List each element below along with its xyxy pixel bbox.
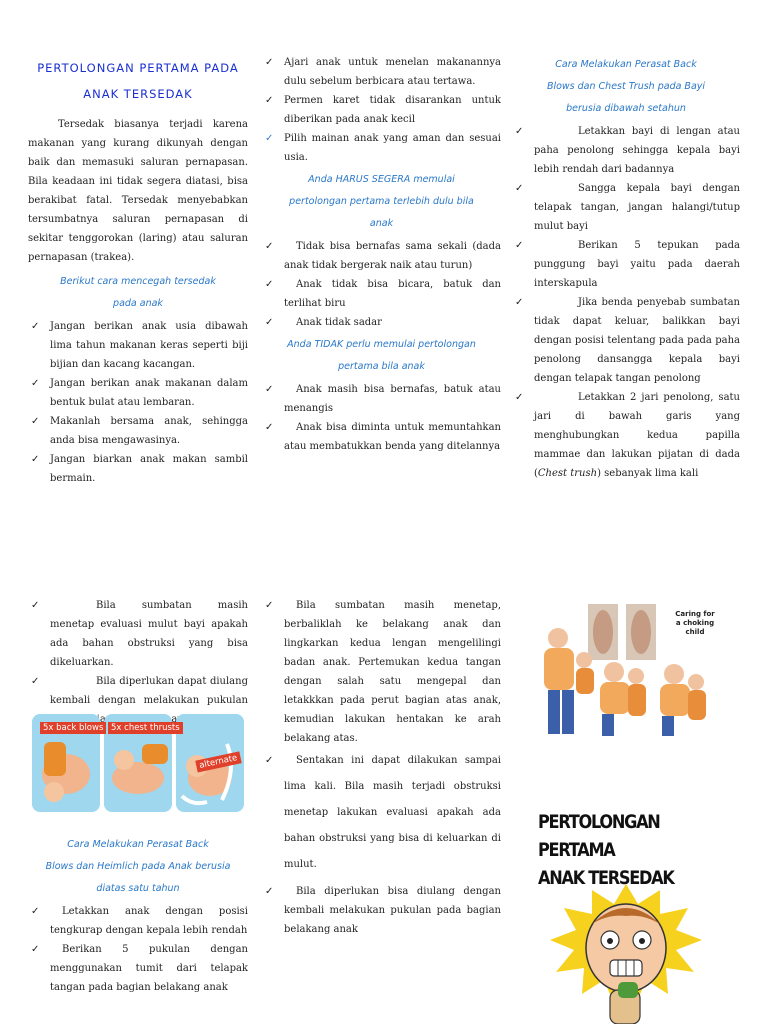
list-item: ✓ Anak tidak sadar <box>262 313 501 332</box>
cover-title: PERTOLONGAN PERTAMA ANAK TERSEDAK <box>538 811 674 889</box>
alternate-label: alternate <box>195 751 241 772</box>
must-list <box>262 237 501 332</box>
column-3 <box>512 54 740 483</box>
column-2 <box>262 53 501 456</box>
column-4 <box>28 596 248 729</box>
column-5 <box>262 596 501 939</box>
evaluate-list <box>28 596 248 729</box>
list-item: ✓ Permen karet tidak disarankan untuk diberikan pada anak kecil <box>262 91 501 129</box>
infant-first-aid-illustration <box>32 714 244 812</box>
list-item: ✓ Berikan 5 tepukan pada punggung bayi yaitu pada daerah interskapula <box>512 236 740 293</box>
list-item: ✓ Jangan berikan anak makanan dalam bentuk bulat atau lembaran. <box>28 374 248 412</box>
intro-paragraph: Tersedak biasanya terjadi karena makanan yang kurang dikunyah dengan baik dan memasuki saluran pernapasan. Bila keadaan ini tidak segera diatasi, bisa berakibat fatal. Tersedak menyebabkan tersumbatnya saluran pernapasan di sekitar tenggorokan (laring) atau saluran pernapasan (trakea). <box>28 119 248 263</box>
choking-child-illustration <box>536 602 720 738</box>
title-line-1: PERTOLONGAN PERTAMA PADA <box>37 61 239 75</box>
list-item: ✓ Letakkan 2 jari penolong, satu jari di bawah garis yang menghubungkan kedua papilla mammae dan lakukan pijatan di dada (Chest trush) sebanyak lima kali <box>512 388 740 483</box>
list-item: ✓ Berikan 5 pukulan dengan menggunakan tumit dari telapak tangan pada bagian belakang anak <box>28 940 248 997</box>
list-item: ✓ Jangan berikan anak usia dibawah lima tahun makanan keras seperti biji bijian dan kacang kacangan. <box>28 317 248 374</box>
list-item: ✓ Bila diperlukan dapat diulang kembali dengan melakukan pukulan bayi <box>28 672 248 729</box>
must-heading: Anda HARUS SEGERA memulai pertolongan pertama terlebih dulu bila anak <box>289 174 474 229</box>
tips-list <box>262 53 501 167</box>
image-caption: Caring for a choking child <box>675 610 715 636</box>
not-heading: Anda TIDAK perlu memulai pertolongan pertama bila anak <box>287 339 476 372</box>
prevent-list <box>28 317 248 488</box>
infant-heading: Cara Melakukan Perasat Back Blows dan Chest Trush pada Bayi berusia dibawah setahun <box>546 59 706 114</box>
list-item: ✓ Bila diperlukan bisa diulang dengan kembali melakukan pukulan pada bagian belakang anak <box>262 882 501 939</box>
list-item: ✓ Makanlah bersama anak, sehingga anda bisa mengawasinya. <box>28 412 248 450</box>
list-item: ✓ Ajari anak untuk menelan makanannya dulu sebelum berbicara atau tertawa. <box>262 53 501 91</box>
list-item: ✓ Bila sumbatan masih menetap, berbaliklah ke belakang anak dan lingkarkan kedua lengan mengelilingi badan anak. Pertemukan kedua tangan dengan salah satu mengepal dan letakkkan pada perut bagian atas anak, kemudian lakukan hentakan ke arah belakang atas. <box>262 596 501 748</box>
list-item: ✓ Letakkan anak dengan posisi tengkurap dengan kepala lebih rendah <box>28 902 248 940</box>
choking-face-svg <box>548 884 704 1024</box>
title-line-2: ANAK TERSEDAK <box>83 87 193 101</box>
choking-face-illustration <box>548 884 704 1024</box>
child-steps-list <box>28 902 248 997</box>
list-item: ✓ Sentakan ini dapat dilakukan sampai lima kali. Bila masih terjadi obstruksi menetap lakukan evaluasi apakah ada bahan obstruksi yang bisa di keluarkan di mulut. <box>262 748 501 878</box>
list-item: ✓ Jika benda penyebab sumbatan tidak dapat keluar, balikkan bayi dengan posisi telentang pada pada paha penolong dansangga kepala bayi dengan telapak tangan penolong <box>512 293 740 388</box>
list-item: ✓ Pilih mainan anak yang aman dan sesuai usia. <box>262 129 501 167</box>
prevent-heading: Berikut cara mencegah tersedak pada anak <box>60 276 216 309</box>
child-heading: Cara Melakukan Perasat Back Blows dan Heimlich pada Anak berusia diatas satu tahun <box>45 839 231 894</box>
chest-thrusts-label: 5x chest thrusts <box>108 722 183 734</box>
list-item: ✓ Tidak bisa bernafas sama sekali (dada anak tidak bergerak naik atau turun) <box>262 237 501 275</box>
list-item: ✓ Jangan biarkan anak makan sambil bermain. <box>28 450 248 488</box>
list-item: ✓ Anak tidak bisa bicara, batuk dan terlihat biru <box>262 275 501 313</box>
back-blows-label: 5x back blows <box>40 722 106 734</box>
list-item: ✓ Anak bisa diminta untuk memuntahkan atau membatukkan benda yang ditelannya <box>262 418 501 456</box>
list-item: ✓ Letakkan bayi di lengan atau paha penolong sehingga kepala bayi lebih rendah dari badannya <box>512 122 740 179</box>
column-1 <box>28 55 248 488</box>
heimlich-list <box>262 596 501 939</box>
infant-steps-list <box>512 122 740 483</box>
list-item: ✓ Anak masih bisa bernafas, batuk atau menangis <box>262 380 501 418</box>
child-section <box>28 834 248 997</box>
list-item: ✓ Sangga kepala bayi dengan telapak tangan, jangan halangi/tutup mulut bayi <box>512 179 740 236</box>
list-item: ✓ Bila sumbatan masih menetap evaluasi mulut bayi apakah ada bahan obstruksi yang bisa dikeluarkan. <box>28 596 248 672</box>
not-list <box>262 380 501 456</box>
page-title <box>28 55 248 107</box>
